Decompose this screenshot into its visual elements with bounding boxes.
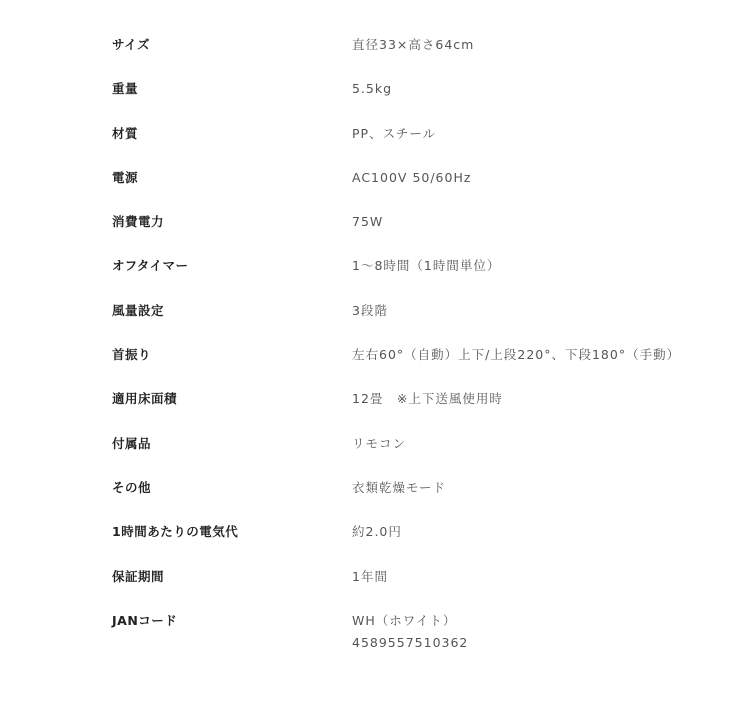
spec-label: 保証期間 [112, 568, 165, 584]
spec-row-warranty [112, 566, 692, 610]
spec-label: 1時間あたりの電気代 [112, 524, 239, 540]
spec-value [352, 610, 692, 654]
spec-value: 左右60°（自動）上下/上段220°、下段180°（手動） [352, 347, 681, 363]
spec-label: 重量 [112, 81, 139, 97]
spec-row-floor-area [112, 388, 692, 432]
spec-label: JANコード [112, 612, 178, 628]
spec-row-size [112, 34, 692, 78]
spec-value: 直径33×高さ64cm [352, 37, 475, 52]
spec-row-other [112, 477, 692, 521]
spec-label: 付属品 [112, 435, 152, 451]
spec-label: 適用床面積 [112, 391, 178, 407]
spec-label: サイズ [112, 37, 151, 52]
spec-row-oscillation [112, 344, 692, 388]
spec-row-weight [112, 78, 692, 122]
spec-value: 12畳 ※上下送風使用時 [352, 391, 503, 407]
spec-row-material [112, 123, 692, 167]
spec-value: 5.5kg [352, 81, 393, 97]
spec-value: PP、スチール [352, 125, 437, 141]
spec-row-electricity-cost [112, 521, 692, 565]
spec-label: 風量設定 [112, 302, 165, 318]
spec-row-airflow [112, 300, 692, 344]
spec-value: 1年間 [352, 568, 388, 584]
spec-label: その他 [112, 479, 152, 495]
spec-row-accessories [112, 433, 692, 477]
spec-label: 材質 [112, 125, 139, 141]
spec-value: 約2.0円 [352, 524, 402, 540]
spec-value: 75W [352, 214, 384, 230]
spec-label: 首振り [112, 347, 152, 363]
spec-value: 1～8時間（1時間単位） [352, 258, 501, 274]
spec-row-off-timer [112, 255, 692, 299]
spec-label: オフタイマー [112, 258, 189, 274]
spec-value: AC100V 50/60Hz [352, 169, 472, 185]
spec-value: 3段階 [352, 302, 388, 318]
spec-row-jan-code [112, 610, 692, 654]
jan-color-variant: WH（ホワイト） [352, 612, 457, 628]
spec-label: 消費電力 [112, 214, 165, 230]
jan-code-number: 4589557510362 [352, 634, 469, 650]
spec-value: リモコン [352, 435, 407, 451]
spec-table [112, 34, 692, 654]
spec-row-power-source [112, 167, 692, 211]
spec-row-power-consumption [112, 211, 692, 255]
spec-value: 衣類乾燥モード [352, 479, 447, 495]
spec-label: 電源 [112, 169, 139, 185]
